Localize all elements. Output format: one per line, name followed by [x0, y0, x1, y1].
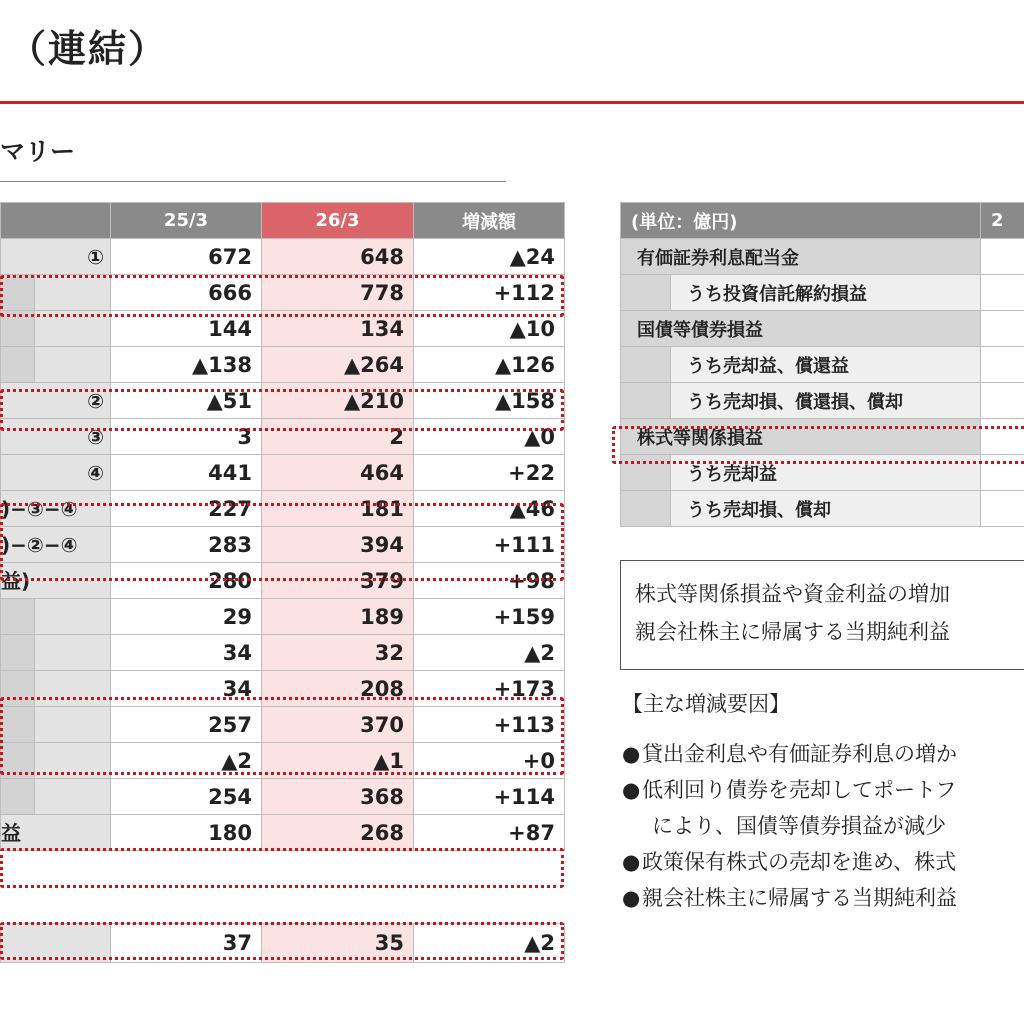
value-26-3: 268: [262, 815, 414, 851]
value-cell: [981, 239, 1024, 275]
title-rule: [0, 101, 1024, 104]
section-rule: [0, 181, 506, 182]
row-label-cell: [1, 815, 111, 851]
row-label-cell: [1, 491, 111, 527]
period-header: 2: [981, 203, 1024, 239]
summary-table: [0, 202, 565, 851]
row-label-cell: [1, 275, 111, 311]
list-item-text: 貸出金利息や有価証券利息の増か: [642, 742, 957, 766]
value-25-3: 441: [111, 455, 262, 491]
table-row: [1, 239, 565, 275]
table-row: [621, 455, 1024, 491]
header-25-3: 25/3: [111, 203, 262, 239]
category-label: 国債等債券損益: [621, 311, 981, 347]
value-diff: ▲158: [414, 383, 565, 419]
header-26-3: 26/3: [262, 203, 414, 239]
unit-header: (単位：億円): [621, 203, 981, 239]
category-label: 有価証券利息配当金: [621, 239, 981, 275]
securities-header-row: [621, 203, 1024, 239]
header-diff: 増減額: [414, 203, 565, 239]
value-diff: ▲24: [414, 239, 565, 275]
value-diff: +98: [414, 563, 565, 599]
value-25-3: 254: [111, 779, 262, 815]
header-label-cell: [1, 203, 111, 239]
table-row: [621, 239, 1024, 275]
indent-cell: [621, 455, 671, 491]
value-diff: +173: [414, 671, 565, 707]
indent-cell: [1, 635, 35, 670]
list-item-text: により、国債等債券損益が減少: [652, 814, 946, 838]
bullet-icon: ●: [622, 850, 641, 874]
value-diff: +113: [414, 707, 565, 743]
indent-cell: [1, 311, 35, 346]
row-label-cell: [1, 347, 111, 383]
table-row: [621, 491, 1024, 527]
value-cell: [981, 491, 1024, 527]
value-diff: +159: [414, 599, 565, 635]
row-label-cell: [1, 779, 111, 815]
value-26-3: ▲1: [262, 743, 414, 779]
value-26-3: 35: [262, 924, 414, 963]
indent-cell: [1, 599, 35, 634]
value-25-3: 34: [111, 635, 262, 671]
row-label: ④: [87, 461, 104, 485]
value-25-3: 37: [111, 924, 262, 963]
value-25-3: 34: [111, 671, 262, 707]
value-26-3: 464: [262, 455, 414, 491]
value-26-3: ▲264: [262, 347, 414, 383]
value-25-3: 283: [111, 527, 262, 563]
row-label-cell: [1, 239, 111, 275]
value-diff: +111: [414, 527, 565, 563]
table-row: [621, 275, 1024, 311]
value-26-3: 208: [262, 671, 414, 707]
table-row: [621, 419, 1024, 455]
value-26-3: 370: [262, 707, 414, 743]
table-row: [1, 527, 565, 563]
table-row: [1, 779, 565, 815]
value-25-3: 227: [111, 491, 262, 527]
list-item: [622, 736, 1024, 772]
indent-cell: [1, 707, 35, 742]
value-26-3: 648: [262, 239, 414, 275]
value-diff: ▲10: [414, 311, 565, 347]
list-item: [622, 772, 1024, 808]
row-label-cell: [1, 455, 111, 491]
bullet-icon: ●: [622, 886, 641, 910]
row-label-cell: [1, 527, 111, 563]
value-25-3: 672: [111, 239, 262, 275]
table-row: [1, 311, 565, 347]
value-26-3: 2: [262, 419, 414, 455]
row-label-cell: [1, 599, 111, 635]
value-25-3: 144: [111, 311, 262, 347]
indent-cell: [1, 779, 35, 814]
value-25-3: 257: [111, 707, 262, 743]
value-26-3: 379: [262, 563, 414, 599]
table-row: [1, 491, 565, 527]
row-label-cell: [1, 635, 111, 671]
row-label: )−②−④: [1, 533, 78, 557]
table-row: [1, 599, 565, 635]
row-label-cell: [1, 383, 111, 419]
list-item: [622, 844, 1024, 880]
value-cell: [981, 455, 1024, 491]
factors-list: [622, 736, 1024, 916]
indent-cell: [1, 743, 35, 778]
value-26-3: 394: [262, 527, 414, 563]
value-26-3: 181: [262, 491, 414, 527]
value-25-3: ▲2: [111, 743, 262, 779]
value-25-3: 280: [111, 563, 262, 599]
value-diff: +112: [414, 275, 565, 311]
indent-cell: [621, 383, 671, 419]
table-row: [1, 815, 565, 851]
section-heading: マリー: [0, 137, 76, 166]
row-label: 益): [1, 569, 31, 593]
value-26-3: 368: [262, 779, 414, 815]
subcategory-label: うち売却益: [671, 455, 981, 491]
row-label: ②: [87, 389, 104, 413]
value-26-3: 32: [262, 635, 414, 671]
table-row: [1, 635, 565, 671]
table-row: [621, 383, 1024, 419]
table-row: [1, 455, 565, 491]
subcategory-label: うち売却損、償還損、償却: [671, 383, 981, 419]
value-25-3: 666: [111, 275, 262, 311]
table-row: [1, 743, 565, 779]
value-cell: [981, 311, 1024, 347]
row-label-cell: [1, 311, 111, 347]
indent-cell: [1, 347, 35, 382]
note-line: 株式等関係損益や資金利益の増加: [635, 582, 950, 606]
list-item-text: 政策保有株式の売却を進め、株式: [642, 850, 957, 874]
value-26-3: 134: [262, 311, 414, 347]
summary-header-row: [1, 203, 565, 239]
factors-heading: 【主な増減要因】: [622, 692, 790, 716]
value-25-3: 3: [111, 419, 262, 455]
highlight-frame: [0, 848, 564, 888]
list-item: [622, 880, 1024, 916]
indent-cell: [1, 671, 35, 706]
row-label: )−③−④: [1, 497, 78, 521]
value-25-3: ▲51: [111, 383, 262, 419]
table-row: [1, 924, 565, 963]
value-diff: ▲2: [414, 635, 565, 671]
value-25-3: ▲138: [111, 347, 262, 383]
bullet-icon: ●: [622, 742, 641, 766]
value-25-3: 29: [111, 599, 262, 635]
table-row: [1, 707, 565, 743]
row-label-cell: [1, 707, 111, 743]
list-item-text: 低利回り債券を売却してポートフ: [642, 778, 957, 802]
value-25-3: 180: [111, 815, 262, 851]
row-label: [1, 924, 111, 963]
row-label: ③: [87, 425, 104, 449]
category-label: 株式等関係損益: [621, 419, 981, 455]
value-26-3: 189: [262, 599, 414, 635]
value-26-3: 778: [262, 275, 414, 311]
page-title: （連結）: [8, 27, 169, 71]
list-item: [622, 808, 1024, 844]
value-diff: +22: [414, 455, 565, 491]
value-diff: ▲2: [414, 924, 565, 963]
row-label-cell: [1, 419, 111, 455]
value-cell: [981, 383, 1024, 419]
table-row: [1, 419, 565, 455]
value-diff: +87: [414, 815, 565, 851]
table-row: [621, 347, 1024, 383]
subcategory-label: うち売却益、償還益: [671, 347, 981, 383]
table-row: [1, 383, 565, 419]
subcategory-label: うち投資信託解約損益: [671, 275, 981, 311]
value-cell: [981, 419, 1024, 455]
row-label: ①: [87, 245, 104, 269]
value-diff: +0: [414, 743, 565, 779]
value-diff: +114: [414, 779, 565, 815]
indent-cell: [1, 275, 35, 310]
indent-cell: [621, 491, 671, 527]
row-label: 益: [1, 821, 21, 845]
note-box: [620, 560, 1024, 670]
row-label-cell: [1, 671, 111, 707]
note-line: 親会社株主に帰属する当期純利益: [635, 620, 950, 644]
list-item-text: 親会社株主に帰属する当期純利益: [642, 886, 957, 910]
table-row: [621, 311, 1024, 347]
value-diff: ▲126: [414, 347, 565, 383]
table-row: [1, 671, 565, 707]
subcategory-label: うち売却損、償却: [671, 491, 981, 527]
value-diff: ▲0: [414, 419, 565, 455]
value-26-3: ▲210: [262, 383, 414, 419]
value-diff: ▲46: [414, 491, 565, 527]
table-row: [1, 563, 565, 599]
value-cell: [981, 275, 1024, 311]
row-label-cell: [1, 563, 111, 599]
table-row: [1, 275, 565, 311]
bullet-icon: ●: [622, 778, 641, 802]
value-cell: [981, 347, 1024, 383]
row-label-cell: [1, 743, 111, 779]
summary-extra-table: [0, 923, 565, 963]
indent-cell: [621, 275, 671, 311]
indent-cell: [621, 347, 671, 383]
securities-table: [620, 202, 1024, 527]
table-row: [1, 347, 565, 383]
